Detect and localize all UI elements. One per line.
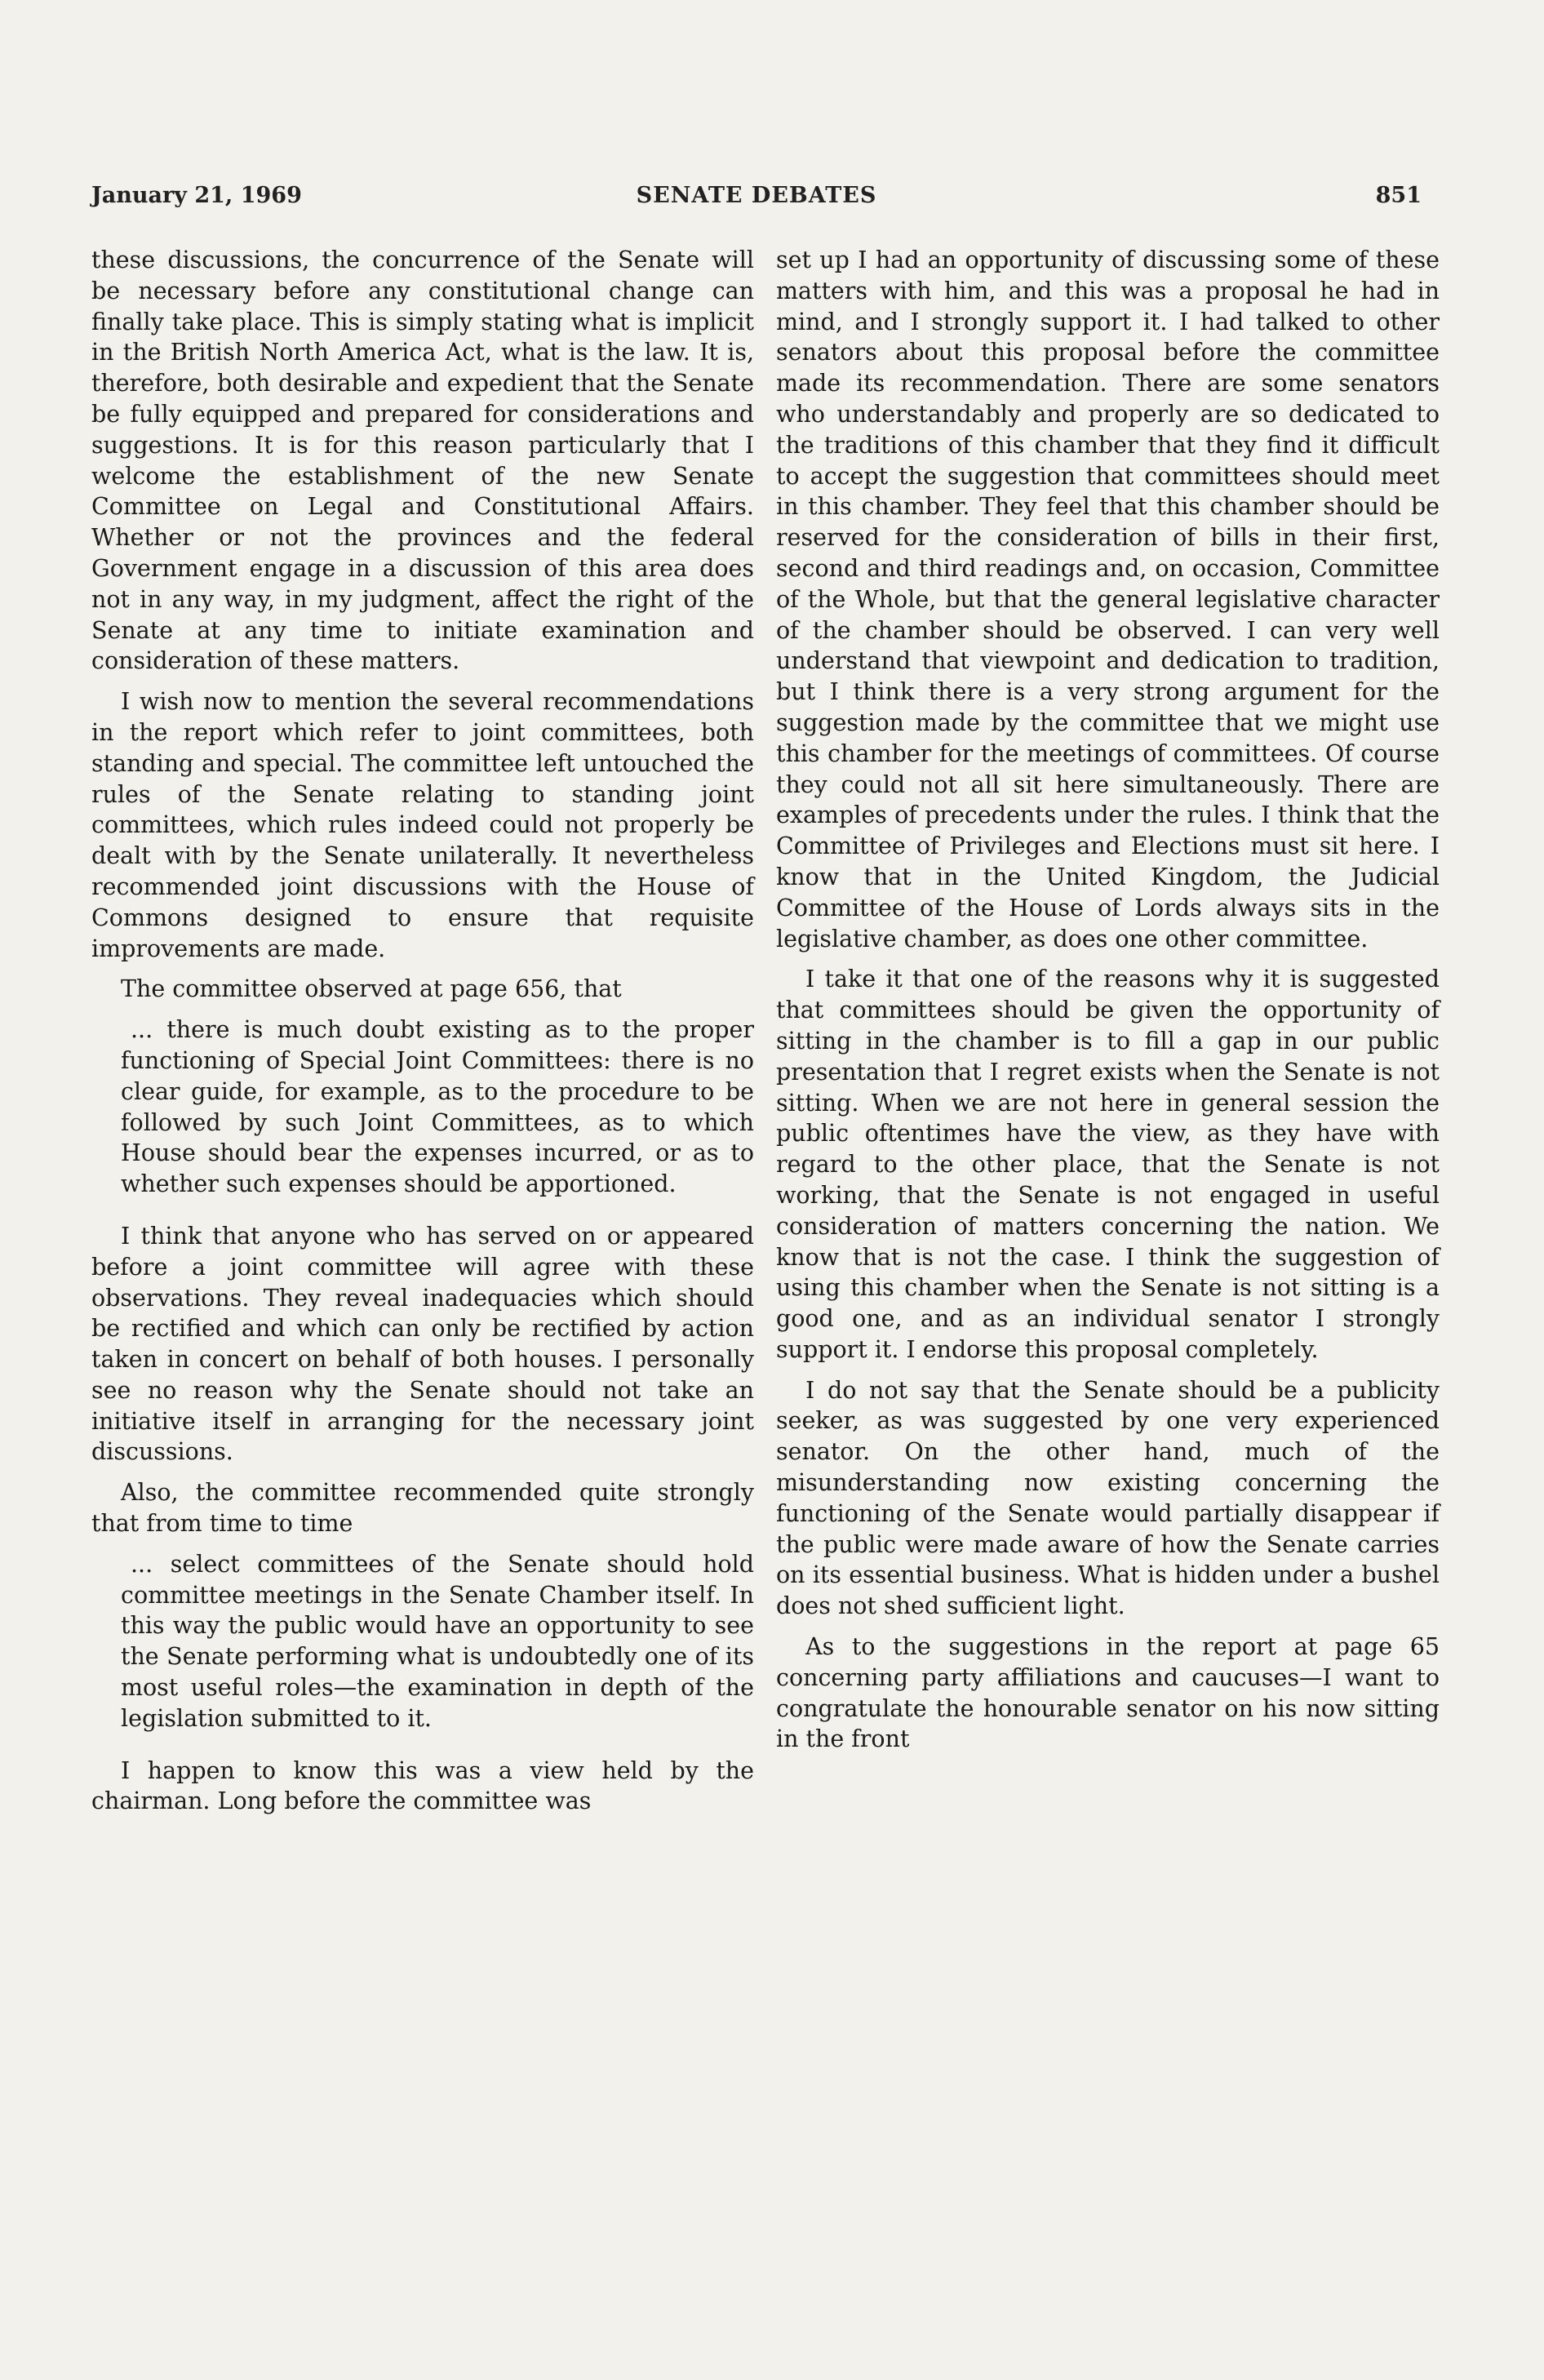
left-column [91, 245, 754, 1827]
header-date: January 21, 1969 [91, 183, 302, 208]
paragraph: I think that anyone who has served on or appeared before a joint committee will agree with these observations. They reveal inadequacies which should be rectified and which can only be rectified by action taken in concert on behalf of both houses. I personally see no reason why the Senate should not take an initiative itself in arranging for the necessary joint discussions. [91, 1222, 754, 1466]
paragraph: set up I had an opportunity of discussing some of these matters with him, and this was a proposal he had in mind, and I strongly support it. I had talked to other senators about this proposal before the committee made its recommendation. There are some senators who understandably and properly are so dedicated to the traditions of this chamber that they find it difficult to accept the suggestion that committees should meet in this chamber. They feel that this chamber should be reserved for the consideration of bills in their first, second and third readings and, on occasion, Committee of the Whole, but that the general legislative character of the chamber should be observed. I can very well understand that viewpoint and dedication to tradition, but I think there is a very strong argument for the suggestion made by the committee that we might use this chamber for the meetings of committees. Of course they could not all sit here simultaneously. There are examples of precedents under the rules. I think that the Committee of Privileges and Elections must sit here. I know that in the United Kingdom, the Judicial Committee of the House of Lords always sits in the legislative chamber, as does one other committee. [776, 246, 1440, 952]
paragraph: Also, the committee recommended quite strongly that from time to time [91, 1479, 754, 1538]
right-column [776, 245, 1440, 1765]
header-page-number: 851 [1375, 183, 1422, 208]
paragraph: I take it that one of the reasons why it is suggested that committees should be given the opportunity of sitting in the chamber is to fill a gap in our public presentation that I regret exists when the Senate is not sitting. When we are not here in general session the public oftentimes have the view, as they have with regard to the other place, that the Senate is not working, that the Senate is not engaged in useful consideration of matters concerning the nation. We know that is not the case. I think the suggestion of using this chamber when the Senate is not sitting is a good one, and as an individual senator I strongly support it. I endorse this proposal completely. [776, 966, 1440, 1363]
paragraph: these discussions, the concurrence of the Senate will be necessary before any constitutional change can finally take place. This is simply stating what is implicit in the British North America Act, what is the law. It is, therefore, both desirable and expedient that the Senate be fully equipped and prepared for considerations and suggestions. It is for this reason particularly that I welcome the establishment of the new Senate Committee on Legal and Constitutional Affairs. Whether or not the provinces and the federal Government engage in a discussion of this area does not in any way, in my judgment, affect the right of the Senate at any time to initiate examination and consideration of these matters. [91, 246, 754, 675]
paragraph: I do not say that the Senate should be a publicity seeker, as was suggested by one very experienced senator. On the other hand, much of the misunderstanding now existing concerning the functioning of the Senate would partially disappear if the public were made aware of how the Senate carries on its essential business. What is hidden under a bushel does not shed sufficient light. [776, 1376, 1440, 1620]
paragraph: The committee observed at page 656, that [121, 975, 622, 1003]
paragraph: I happen to know this was a view held by the chairman. Long before the committee was [91, 1756, 754, 1815]
paragraph: As to the suggestions in the report at page 65 concerning party affiliations and caucuses—I want to congratulate the honourable senator on his now sitting in the front [776, 1633, 1440, 1753]
block-quote: ... there is much doubt existing as to the proper functioning of Special Joint Committees: there is no clear guide, for example, as to the procedure to be followed by such Joint Committees, as to which House should bear the expenses incurred, or as to whether such expenses should be apportioned. [121, 1016, 754, 1198]
page-header [91, 183, 1422, 220]
block-quote: ... select committees of the Senate should hold committee meetings in the Senate Chamber itself. In this way the public would have an opportunity to see the Senate performing what is undoubtedly one of its most useful roles—the examination in depth of the legislation submitted to it. [121, 1550, 754, 1732]
header-title: SENATE DEBATES [636, 183, 877, 208]
paragraph: I wish now to mention the several recommendations in the report which refer to joint committees, both standing and special. The committee left untouched the rules of the Senate relating to standing joint committees, which rules indeed could not properly be dealt with by the Senate unilaterally. It nevertheless recommended joint discussions with the House of Commons designed to ensure that requisite improvements are made. [91, 688, 754, 962]
